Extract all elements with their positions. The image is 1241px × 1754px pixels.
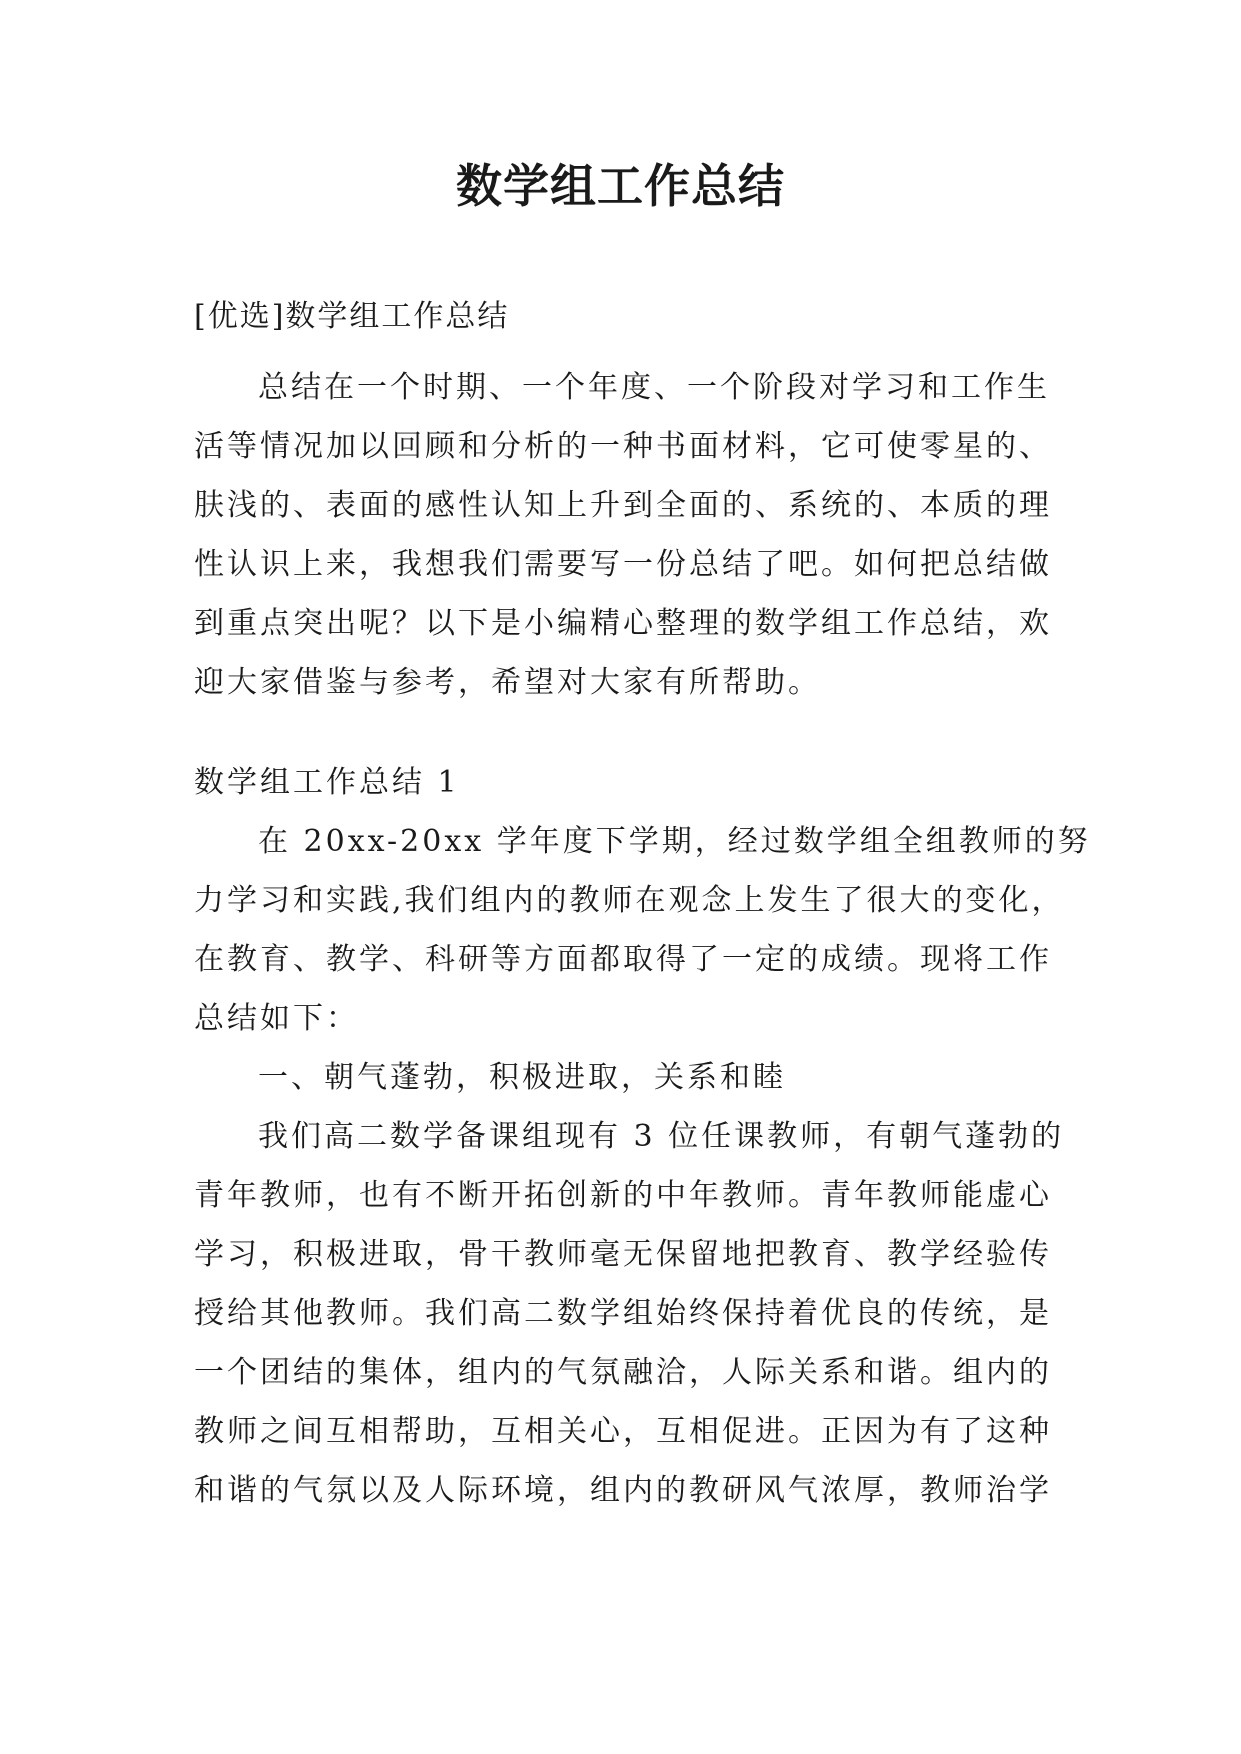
point-heading: 一、朝气蓬勃，积极进取，关系和睦 xyxy=(258,1060,786,1095)
point-paragraph-line: 授给其他教师。我们高二数学组始终保持着优良的传统，是 xyxy=(194,1296,1052,1331)
intro-line: 总结在一个时期、一个年度、一个阶段对学习和工作生 xyxy=(258,370,1050,405)
section-paragraph-line: 总结如下： xyxy=(194,1001,359,1036)
section-paragraph-line: 在教育、教学、科研等方面都取得了一定的成绩。现将工作 xyxy=(194,942,1052,977)
point-paragraph-line: 我们高二数学备课组现有 3 位任课教师，有朝气蓬勃的 xyxy=(258,1119,1065,1154)
point-paragraph-line: 学习，积极进取，骨干教师毫无保留地把教育、教学经验传 xyxy=(194,1237,1052,1272)
section-heading: 数学组工作总结 1 xyxy=(194,765,460,800)
intro-line: 迎大家借鉴与参考，希望对大家有所帮助。 xyxy=(194,665,821,700)
section-paragraph-line: 在 20xx-20xx 学年度下学期，经过数学组全组教师的努 xyxy=(258,824,1091,859)
point-paragraph-line: 教师之间互相帮助，互相关心，互相促进。正因为有了这种 xyxy=(194,1414,1052,1449)
point-paragraph-line: 一个团结的集体，组内的气氛融洽，人际关系和谐。组内的 xyxy=(194,1355,1052,1390)
intro-line: 活等情况加以回顾和分析的一种书面材料，它可使零星的、 xyxy=(194,429,1052,464)
point-paragraph-line: 青年教师，也有不断开拓创新的中年教师。青年教师能虚心 xyxy=(194,1178,1052,1213)
document-title: 数学组工作总结 xyxy=(456,159,785,213)
intro-line: 肤浅的、表面的感性认知上升到全面的、系统的、本质的理 xyxy=(194,488,1052,523)
point-paragraph-line: 和谐的气氛以及人际环境，组内的教研风气浓厚，教师治学 xyxy=(194,1473,1052,1508)
section-paragraph-line: 力学习和实践,我们组内的教师在观念上发生了很大的变化， xyxy=(194,883,1065,918)
intro-line: 到重点突出呢？以下是小编精心整理的数学组工作总结，欢 xyxy=(194,606,1052,641)
intro-line: 性认识上来，我想我们需要写一份总结了吧。如何把总结做 xyxy=(194,547,1052,582)
document-subtitle: [优选]数学组工作总结 xyxy=(194,299,510,334)
